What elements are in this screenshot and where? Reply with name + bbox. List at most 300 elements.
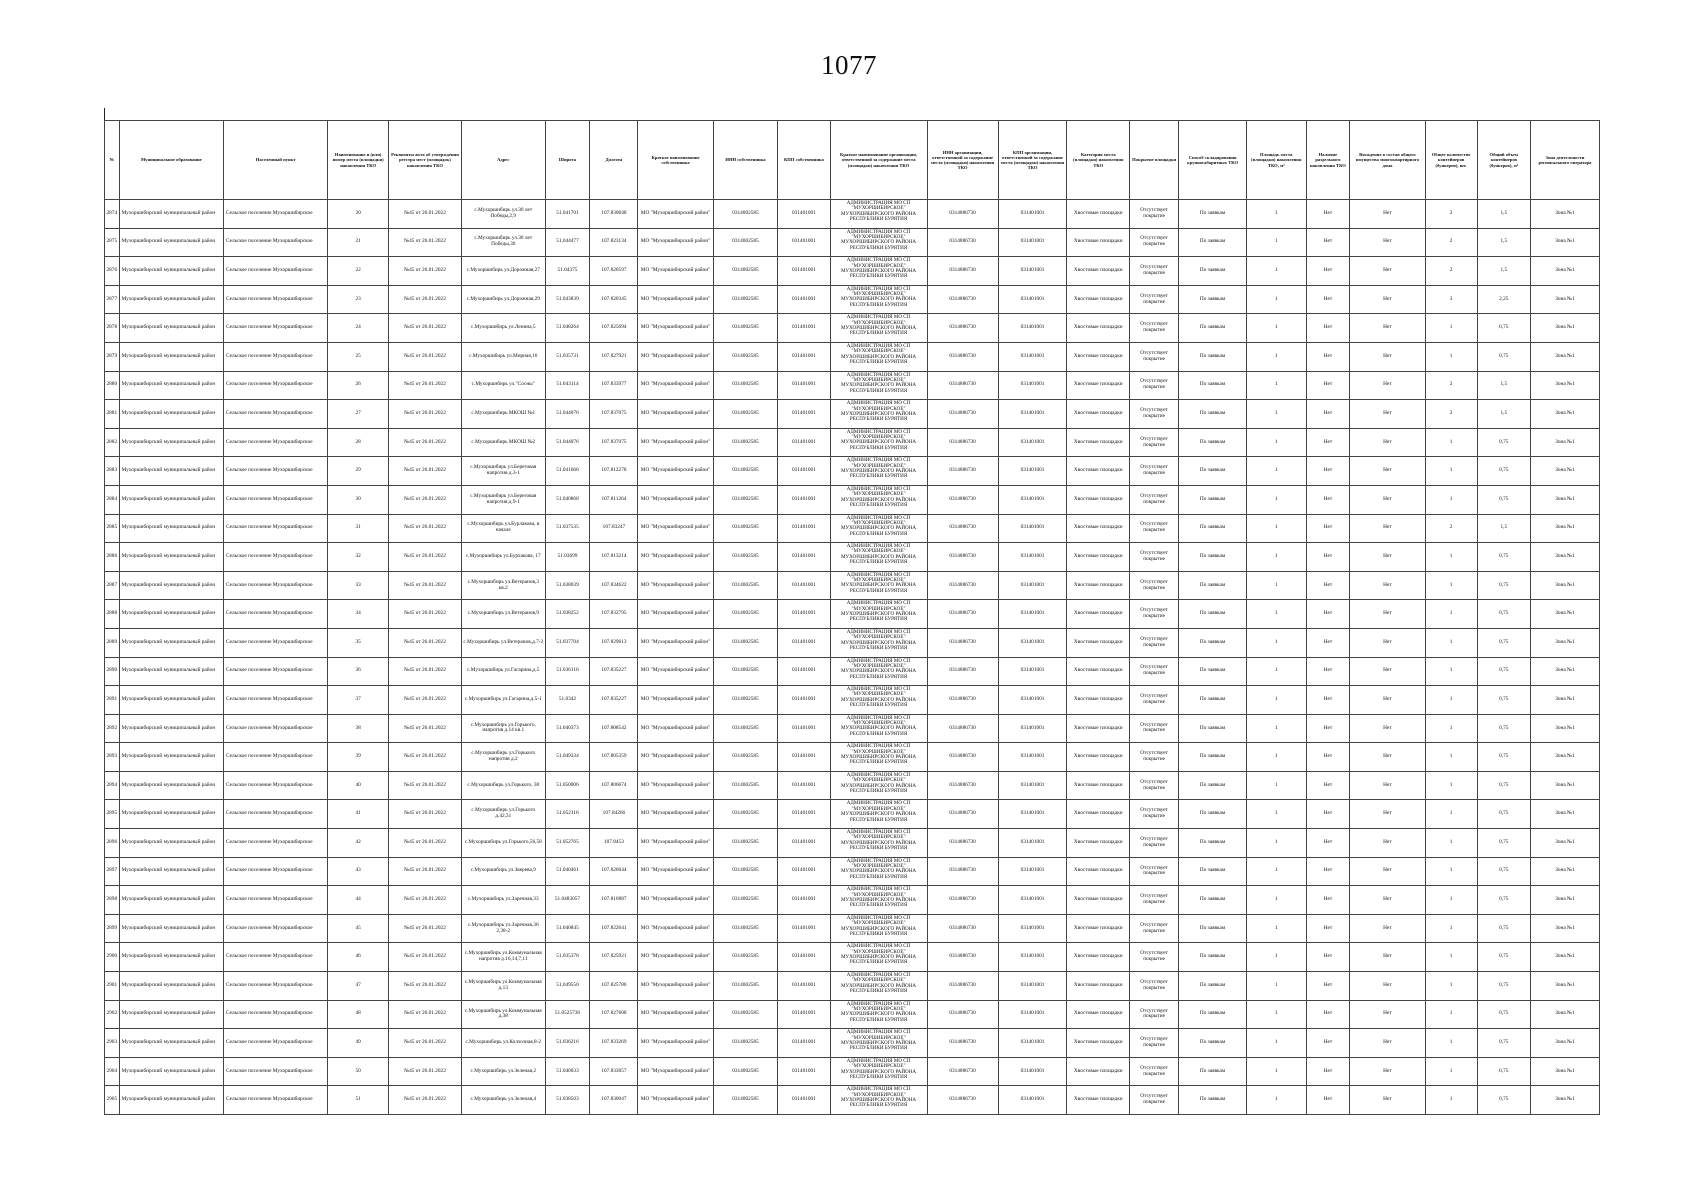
page-edge-rule <box>104 108 105 120</box>
cell-municipality: Мухоршибирский муниципальный район <box>119 914 223 943</box>
cell-addr: с.Мухоршибирь МКОШ №1 <box>462 400 546 429</box>
cell-vol: 0,75 <box>1477 342 1530 371</box>
cell-municipality: Мухоршибирский муниципальный район <box>119 943 223 972</box>
cell-cover: Отсутствует покрытие <box>1130 1000 1179 1029</box>
cell-vol: 1,5 <box>1477 200 1530 229</box>
table-row <box>105 972 1600 1001</box>
cell-separate: Нет <box>1306 314 1350 343</box>
cell-addr: с.Мухоршибирь ул.Дорожная,29 <box>462 285 546 314</box>
cell-addr: с.Мухоршибирь ул.Ветеранов,3 кв.2 <box>462 571 546 600</box>
cell-owner-inn: 0314002585 <box>713 257 778 286</box>
cell-lat: 51.04375 <box>545 257 590 286</box>
cell-settlement: Сельское поселение Мухоршибирское <box>224 257 328 286</box>
cell-site: 33 <box>328 571 389 600</box>
cell-n: 2884 <box>105 485 120 514</box>
cell-site: 38 <box>328 714 389 743</box>
cell-settlement: Сельское поселение Мухоршибирское <box>224 857 328 886</box>
cell-org-inn: 0314886730 <box>927 1029 998 1058</box>
column-header: Долгота <box>590 121 638 200</box>
cell-n: 2888 <box>105 600 120 629</box>
cell-lon: 107.825694 <box>590 314 638 343</box>
cell-site: 37 <box>328 686 389 715</box>
cell-n: 2895 <box>105 800 120 829</box>
column-header: Наличие раздельного накопления ТКО <box>1306 121 1350 200</box>
cell-count: 1 <box>1425 943 1477 972</box>
cell-org-inn: 0314886730 <box>927 228 998 257</box>
cell-area: 1 <box>1247 714 1307 743</box>
cell-cover: Отсутствует покрытие <box>1130 972 1179 1001</box>
cell-org: АДМИНИСТРАЦИЯ МО СП "МУХОРШИБИРСКОЕ" МУХОРШИБИРСКОГО РАЙОНА РЕСПУБЛИКИ БУРЯТИЯ <box>830 857 927 886</box>
cell-lon: 107.829613 <box>590 628 638 657</box>
cell-settlement: Сельское поселение Мухоршибирское <box>224 771 328 800</box>
cell-separate: Нет <box>1306 342 1350 371</box>
cell-shared: Нет <box>1350 800 1425 829</box>
cell-storage: По заявкам <box>1179 771 1247 800</box>
cell-act: №45 от 26.01.2022 <box>388 800 461 829</box>
cell-lon: 107.83247 <box>590 514 638 543</box>
cell-vol: 1,5 <box>1477 257 1530 286</box>
cell-org-inn: 0314886730 <box>927 972 998 1001</box>
cell-category: Хвостовые площадки <box>1067 914 1130 943</box>
cell-owner-kpp: 031401001 <box>778 485 830 514</box>
cell-lon: 107.830047 <box>590 1086 638 1115</box>
cell-org: АДМИНИСТРАЦИЯ МО СП "МУХОРШИБИРСКОЕ" МУХОРШИБИРСКОГО РАЙОНА РЕСПУБЛИКИ БУРЯТИЯ <box>830 400 927 429</box>
cell-org: АДМИНИСТРАЦИЯ МО СП "МУХОРШИБИРСКОЕ" МУХОРШИБИРСКОГО РАЙОНА РЕСПУБЛИКИ БУРЯТИЯ <box>830 600 927 629</box>
cell-n: 2879 <box>105 342 120 371</box>
table-row <box>105 485 1600 514</box>
cell-shared: Нет <box>1350 1029 1425 1058</box>
cell-count: 1 <box>1425 714 1477 743</box>
cell-lat: 51.043839 <box>545 285 590 314</box>
cell-addr: с.Мухоршибирь ул.Колхозная,8-2 <box>462 1029 546 1058</box>
cell-vol: 0,75 <box>1477 428 1530 457</box>
cell-org-inn: 0314886730 <box>927 829 998 858</box>
cell-count: 1 <box>1425 428 1477 457</box>
cell-settlement: Сельское поселение Мухоршибирское <box>224 1057 328 1086</box>
cell-org-inn: 0314886730 <box>927 514 998 543</box>
cell-addr: с.Мухоршибирь ул.Горького д.42,31 <box>462 800 546 829</box>
cell-count: 1 <box>1425 657 1477 686</box>
cell-category: Хвостовые площадки <box>1067 457 1130 486</box>
cell-zone: Зона №1 <box>1530 943 1599 972</box>
cell-zone: Зона №1 <box>1530 1029 1599 1058</box>
cell-lat: 51.0483057 <box>545 886 590 915</box>
cell-site: 40 <box>328 771 389 800</box>
cell-storage: По заявкам <box>1179 1057 1247 1086</box>
cell-area: 1 <box>1247 1029 1307 1058</box>
cell-org-inn: 0314886730 <box>927 371 998 400</box>
cell-cover: Отсутствует покрытие <box>1130 628 1179 657</box>
cell-settlement: Сельское поселение Мухоршибирское <box>224 428 328 457</box>
cell-municipality: Мухоршибирский муниципальный район <box>119 428 223 457</box>
cell-n: 2881 <box>105 400 120 429</box>
cell-settlement: Сельское поселение Мухоршибирское <box>224 800 328 829</box>
cell-owner: МО "Мухоршибирский район" <box>638 914 713 943</box>
cell-act: №45 от 26.01.2022 <box>388 628 461 657</box>
cell-cover: Отсутствует покрытие <box>1130 1086 1179 1115</box>
cell-lon: 107.820345 <box>590 285 638 314</box>
cell-n: 2877 <box>105 285 120 314</box>
cell-category: Хвостовые площадки <box>1067 285 1130 314</box>
cell-shared: Нет <box>1350 886 1425 915</box>
cell-addr: с.Мухоршибирь ул.Зеленая,4 <box>462 1086 546 1115</box>
cell-lon: 107.825786 <box>590 972 638 1001</box>
cell-owner-kpp: 031401001 <box>778 1086 830 1115</box>
cell-org: АДМИНИСТРАЦИЯ МО СП "МУХОРШИБИРСКОЕ" МУХОРШИБИРСКОГО РАЙОНА РЕСПУБЛИКИ БУРЯТИЯ <box>830 800 927 829</box>
cell-owner: МО "Мухоршибирский район" <box>638 514 713 543</box>
cell-lat: 51.049334 <box>545 743 590 772</box>
cell-storage: По заявкам <box>1179 800 1247 829</box>
cell-owner-kpp: 031401001 <box>778 743 830 772</box>
cell-separate: Нет <box>1306 886 1350 915</box>
cell-org-kpp: 031401001 <box>998 314 1067 343</box>
cell-storage: По заявкам <box>1179 514 1247 543</box>
cell-org: АДМИНИСТРАЦИЯ МО СП "МУХОРШИБИРСКОЕ" МУХОРШИБИРСКОГО РАЙОНА РЕСПУБЛИКИ БУРЯТИЯ <box>830 485 927 514</box>
cell-municipality: Мухоршибирский муниципальный район <box>119 1086 223 1115</box>
cell-zone: Зона №1 <box>1530 857 1599 886</box>
cell-org: АДМИНИСТРАЦИЯ МО СП "МУХОРШИБИРСКОЕ" МУХОРШИБИРСКОГО РАЙОНА РЕСПУБЛИКИ БУРЯТИЯ <box>830 1029 927 1058</box>
cell-category: Хвостовые площадки <box>1067 543 1130 572</box>
cell-org-inn: 0314886730 <box>927 200 998 229</box>
cell-municipality: Мухоршибирский муниципальный район <box>119 714 223 743</box>
cell-org-kpp: 031401001 <box>998 857 1067 886</box>
cell-count: 2 <box>1425 371 1477 400</box>
cell-owner-kpp: 031401001 <box>778 600 830 629</box>
cell-act: №45 от 26.01.2022 <box>388 943 461 972</box>
cell-zone: Зона №1 <box>1530 228 1599 257</box>
cell-separate: Нет <box>1306 285 1350 314</box>
cell-category: Хвостовые площадки <box>1067 257 1130 286</box>
cell-act: №45 от 26.01.2022 <box>388 771 461 800</box>
cell-area: 1 <box>1247 972 1307 1001</box>
cell-owner-inn: 0314002585 <box>713 1057 778 1086</box>
cell-n: 2876 <box>105 257 120 286</box>
cell-category: Хвостовые площадки <box>1067 714 1130 743</box>
cell-owner-inn: 0314002585 <box>713 457 778 486</box>
column-header: Зона деятельности регионального оператора <box>1530 121 1599 200</box>
cell-owner-kpp: 031401001 <box>778 771 830 800</box>
cell-owner: МО "Мухоршибирский район" <box>638 285 713 314</box>
cell-n: 2902 <box>105 1000 120 1029</box>
cell-lat: 51.040033 <box>545 1057 590 1086</box>
cell-zone: Зона №1 <box>1530 571 1599 600</box>
cell-cover: Отсутствует покрытие <box>1130 400 1179 429</box>
cell-org: АДМИНИСТРАЦИЯ МО СП "МУХОРШИБИРСКОЕ" МУХОРШИБИРСКОГО РАЙОНА РЕСПУБЛИКИ БУРЯТИЯ <box>830 1086 927 1115</box>
table-row <box>105 829 1600 858</box>
table-row <box>105 771 1600 800</box>
cell-org-inn: 0314886730 <box>927 743 998 772</box>
cell-lon: 107.835227 <box>590 657 638 686</box>
cell-owner: МО "Мухоршибирский район" <box>638 857 713 886</box>
cell-owner-inn: 0314002585 <box>713 285 778 314</box>
cell-addr: с.Мухоршибирь ул.Береговая напротив д.9-1 <box>462 485 546 514</box>
cell-settlement: Сельское поселение Мухоршибирское <box>224 686 328 715</box>
cell-owner: МО "Мухоршибирский район" <box>638 686 713 715</box>
cell-owner-kpp: 031401001 <box>778 628 830 657</box>
cell-act: №45 от 26.01.2022 <box>388 200 461 229</box>
cell-shared: Нет <box>1350 1000 1425 1029</box>
cell-zone: Зона №1 <box>1530 285 1599 314</box>
cell-n: 2890 <box>105 657 120 686</box>
cell-org-kpp: 031401001 <box>998 571 1067 600</box>
cell-lon: 107.833269 <box>590 1029 638 1058</box>
cell-lat: 51.035378 <box>545 943 590 972</box>
cell-vol: 0,75 <box>1477 743 1530 772</box>
cell-addr: с.Мухоршибирь ул.Коммунальная напротив д.16,14,7,11 <box>462 943 546 972</box>
cell-n: 2898 <box>105 886 120 915</box>
cell-zone: Зона №1 <box>1530 485 1599 514</box>
cell-org-inn: 0314886730 <box>927 485 998 514</box>
cell-vol: 0,75 <box>1477 714 1530 743</box>
cell-org-inn: 0314886730 <box>927 657 998 686</box>
cell-lon: 107.8453 <box>590 829 638 858</box>
cell-lat: 51.037535 <box>545 514 590 543</box>
cell-n: 2893 <box>105 743 120 772</box>
cell-cover: Отсутствует покрытие <box>1130 457 1179 486</box>
cell-lon: 107.823134 <box>590 228 638 257</box>
cell-cover: Отсутствует покрытие <box>1130 943 1179 972</box>
cell-lat: 51.050006 <box>545 771 590 800</box>
cell-zone: Зона №1 <box>1530 1057 1599 1086</box>
cell-owner: МО "Мухоршибирский район" <box>638 200 713 229</box>
cell-addr: с.Мухоршибирь ул.Бурлакова, 17 <box>462 543 546 572</box>
cell-area: 1 <box>1247 857 1307 886</box>
cell-lat: 51.049550 <box>545 972 590 1001</box>
cell-lat: 51.035731 <box>545 342 590 371</box>
cell-cover: Отсутствует покрытие <box>1130 371 1179 400</box>
cell-org-inn: 0314886730 <box>927 400 998 429</box>
cell-org: АДМИНИСТРАЦИЯ МО СП "МУХОРШИБИРСКОЕ" МУХОРШИБИРСКОГО РАЙОНА РЕСПУБЛИКИ БУРЯТИЯ <box>830 1057 927 1086</box>
cell-act: №45 от 26.01.2022 <box>388 914 461 943</box>
cell-owner: МО "Мухоршибирский район" <box>638 714 713 743</box>
cell-storage: По заявкам <box>1179 943 1247 972</box>
cell-separate: Нет <box>1306 1086 1350 1115</box>
cell-municipality: Мухоршибирский муниципальный район <box>119 571 223 600</box>
table-row <box>105 371 1600 400</box>
cell-category: Хвостовые площадки <box>1067 371 1130 400</box>
column-header: Площадь места (площадки) накопления ТКО, м² <box>1247 121 1307 200</box>
cell-owner-kpp: 031401001 <box>778 314 830 343</box>
cell-cover: Отсутствует покрытие <box>1130 485 1179 514</box>
cell-shared: Нет <box>1350 257 1425 286</box>
cell-zone: Зона №1 <box>1530 800 1599 829</box>
cell-act: №45 от 26.01.2022 <box>388 314 461 343</box>
cell-lon: 107.833977 <box>590 371 638 400</box>
cell-act: №45 от 26.01.2022 <box>388 342 461 371</box>
cell-vol: 2,25 <box>1477 285 1530 314</box>
cell-zone: Зона №1 <box>1530 914 1599 943</box>
cell-site: 20 <box>328 200 389 229</box>
cell-area: 1 <box>1247 485 1307 514</box>
cell-site: 31 <box>328 514 389 543</box>
table-row <box>105 1086 1600 1115</box>
cell-separate: Нет <box>1306 1029 1350 1058</box>
cell-org: АДМИНИСТРАЦИЯ МО СП "МУХОРШИБИРСКОЕ" МУХОРШИБИРСКОГО РАЙОНА РЕСПУБЛИКИ БУРЯТИЯ <box>830 743 927 772</box>
cell-settlement: Сельское поселение Мухоршибирское <box>224 657 328 686</box>
cell-settlement: Сельское поселение Мухоршибирское <box>224 886 328 915</box>
cell-site: 48 <box>328 1000 389 1029</box>
cell-addr: с.Мухоршибирь ул.Гагарина,д.5 <box>462 657 546 686</box>
cell-owner: МО "Мухоршибирский район" <box>638 972 713 1001</box>
cell-owner-inn: 0314002585 <box>713 943 778 972</box>
cell-org-kpp: 031401001 <box>998 400 1067 429</box>
cell-site: 24 <box>328 314 389 343</box>
cell-owner-inn: 0314002585 <box>713 228 778 257</box>
cell-category: Хвостовые площадки <box>1067 686 1130 715</box>
cell-area: 1 <box>1247 400 1307 429</box>
cell-lat: 51.036216 <box>545 1029 590 1058</box>
column-header: Вхождение в состав общего имущества многоквартирного дома <box>1350 121 1425 200</box>
cell-municipality: Мухоршибирский муниципальный район <box>119 972 223 1001</box>
cell-org-kpp: 031401001 <box>998 714 1067 743</box>
cell-site: 41 <box>328 800 389 829</box>
cell-org-inn: 0314886730 <box>927 628 998 657</box>
cell-vol: 0,75 <box>1477 1000 1530 1029</box>
cell-settlement: Сельское поселение Мухоршибирское <box>224 371 328 400</box>
cell-lon: 107.808542 <box>590 714 638 743</box>
cell-zone: Зона №1 <box>1530 829 1599 858</box>
cell-lon: 107.833057 <box>590 1057 638 1086</box>
table-row <box>105 1000 1600 1029</box>
cell-n: 2892 <box>105 714 120 743</box>
cell-owner-inn: 0314002585 <box>713 800 778 829</box>
cell-org-inn: 0314886730 <box>927 571 998 600</box>
cell-count: 2 <box>1425 400 1477 429</box>
cell-owner-inn: 0314002585 <box>713 771 778 800</box>
cell-addr: с.Мухоршибирь ул.Горького, 38 <box>462 771 546 800</box>
cell-org: АДМИНИСТРАЦИЯ МО СП "МУХОРШИБИРСКОЕ" МУХОРШИБИРСКОГО РАЙОНА РЕСПУБЛИКИ БУРЯТИЯ <box>830 628 927 657</box>
cell-zone: Зона №1 <box>1530 428 1599 457</box>
cell-zone: Зона №1 <box>1530 371 1599 400</box>
cell-owner-kpp: 031401001 <box>778 714 830 743</box>
cell-owner-kpp: 031401001 <box>778 800 830 829</box>
cell-category: Хвостовые площадки <box>1067 342 1130 371</box>
cell-lat: 51.038039 <box>545 571 590 600</box>
cell-municipality: Мухоршибирский муниципальный район <box>119 314 223 343</box>
cell-addr: с.Мухоршибирь ул.Бурлакова, в начале <box>462 514 546 543</box>
cell-separate: Нет <box>1306 514 1350 543</box>
cell-addr: с.Мухоршибирь ул.30 лет Победы,2,9 <box>462 200 546 229</box>
cell-org-kpp: 031401001 <box>998 914 1067 943</box>
cell-storage: По заявкам <box>1179 400 1247 429</box>
cell-municipality: Мухоршибирский муниципальный район <box>119 371 223 400</box>
cell-n: 2900 <box>105 943 120 972</box>
cell-area: 1 <box>1247 371 1307 400</box>
cell-owner-inn: 0314002585 <box>713 1029 778 1058</box>
cell-vol: 0,75 <box>1477 457 1530 486</box>
cell-org: АДМИНИСТРАЦИЯ МО СП "МУХОРШИБИРСКОЕ" МУХОРШИБИРСКОГО РАЙОНА РЕСПУБЛИКИ БУРЯТИЯ <box>830 514 927 543</box>
cell-owner-kpp: 031401001 <box>778 829 830 858</box>
cell-addr: с.Мухоршибирь МКОШ №2 <box>462 428 546 457</box>
cell-storage: По заявкам <box>1179 228 1247 257</box>
cell-vol: 0,75 <box>1477 1029 1530 1058</box>
cell-area: 1 <box>1247 657 1307 686</box>
cell-category: Хвостовые площадки <box>1067 1000 1130 1029</box>
cell-shared: Нет <box>1350 829 1425 858</box>
cell-addr: с.Мухоршибирь ул.Коммунальная д.38 <box>462 1000 546 1029</box>
cell-settlement: Сельское поселение Мухоршибирское <box>224 1029 328 1058</box>
cell-storage: По заявкам <box>1179 1086 1247 1115</box>
cell-n: 2891 <box>105 686 120 715</box>
cell-settlement: Сельское поселение Мухоршибирское <box>224 228 328 257</box>
cell-owner-inn: 0314002585 <box>713 200 778 229</box>
cell-storage: По заявкам <box>1179 428 1247 457</box>
column-header: КПП собственника <box>778 121 830 200</box>
cell-count: 2 <box>1425 514 1477 543</box>
cell-lat: 51.0342 <box>545 686 590 715</box>
cell-category: Хвостовые площадки <box>1067 1086 1130 1115</box>
cell-owner-kpp: 031401001 <box>778 371 830 400</box>
cell-owner-inn: 0314002585 <box>713 314 778 343</box>
table-row <box>105 285 1600 314</box>
cell-org-kpp: 031401001 <box>998 543 1067 572</box>
cell-municipality: Мухоршибирский муниципальный район <box>119 800 223 829</box>
cell-shared: Нет <box>1350 1086 1425 1115</box>
cell-settlement: Сельское поселение Мухоршибирское <box>224 628 328 657</box>
cell-org-kpp: 031401001 <box>998 342 1067 371</box>
cell-owner-inn: 0314002585 <box>713 743 778 772</box>
cell-addr: с.Мухоршибирь ул.Горького, напротив д.14 кв.1 <box>462 714 546 743</box>
cell-area: 1 <box>1247 686 1307 715</box>
cell-municipality: Мухоршибирский муниципальный район <box>119 657 223 686</box>
cell-owner-inn: 0314002585 <box>713 485 778 514</box>
cell-shared: Нет <box>1350 571 1425 600</box>
cell-owner-kpp: 031401001 <box>778 228 830 257</box>
cell-separate: Нет <box>1306 714 1350 743</box>
cell-shared: Нет <box>1350 943 1425 972</box>
cell-org-inn: 0314886730 <box>927 886 998 915</box>
cell-act: №45 от 26.01.2022 <box>388 657 461 686</box>
cell-n: 2878 <box>105 314 120 343</box>
cell-owner-inn: 0314002585 <box>713 514 778 543</box>
column-header: Общее количество контейнеров (бункеров), шт. <box>1425 121 1477 200</box>
column-header: Наименование и (или) номер места (площадки) накопления ТКО <box>328 121 389 200</box>
cell-area: 1 <box>1247 771 1307 800</box>
cell-addr: с.Мухоршибирь ул.Ветеранов,д.7-2 <box>462 628 546 657</box>
cell-org-inn: 0314886730 <box>927 857 998 886</box>
cell-addr: с.Мухоршибирь ул.Ветеранов,9 <box>462 600 546 629</box>
cell-shared: Нет <box>1350 400 1425 429</box>
cell-owner: МО "Мухоршибирский район" <box>638 771 713 800</box>
cell-separate: Нет <box>1306 400 1350 429</box>
cell-category: Хвостовые площадки <box>1067 800 1130 829</box>
cell-vol: 0,75 <box>1477 829 1530 858</box>
cell-act: №45 от 26.01.2022 <box>388 285 461 314</box>
cell-count: 1 <box>1425 886 1477 915</box>
table-row <box>105 428 1600 457</box>
cell-lat: 51.037704 <box>545 628 590 657</box>
cell-separate: Нет <box>1306 686 1350 715</box>
cell-vol: 0,75 <box>1477 628 1530 657</box>
cell-org: АДМИНИСТРАЦИЯ МО СП "МУХОРШИБИРСКОЕ" МУХОРШИБИРСКОГО РАЙОНА РЕСПУБЛИКИ БУРЯТИЯ <box>830 657 927 686</box>
cell-n: 2904 <box>105 1057 120 1086</box>
cell-area: 1 <box>1247 943 1307 972</box>
cell-addr: с.Мухоршибирь ул.Ленина,5 <box>462 314 546 343</box>
cell-owner-inn: 0314002585 <box>713 714 778 743</box>
cell-storage: По заявкам <box>1179 1000 1247 1029</box>
cell-shared: Нет <box>1350 1057 1425 1086</box>
cell-lon: 107.837075 <box>590 400 638 429</box>
cell-site: 30 <box>328 485 389 514</box>
cell-zone: Зона №1 <box>1530 657 1599 686</box>
cell-org-kpp: 031401001 <box>998 943 1067 972</box>
cell-owner-inn: 0314002585 <box>713 543 778 572</box>
cell-cover: Отсутствует покрытие <box>1130 771 1179 800</box>
cell-owner-kpp: 031401001 <box>778 457 830 486</box>
cell-settlement: Сельское поселение Мухоршибирское <box>224 972 328 1001</box>
column-header: Муниципальное образование <box>119 121 223 200</box>
cell-zone: Зона №1 <box>1530 257 1599 286</box>
